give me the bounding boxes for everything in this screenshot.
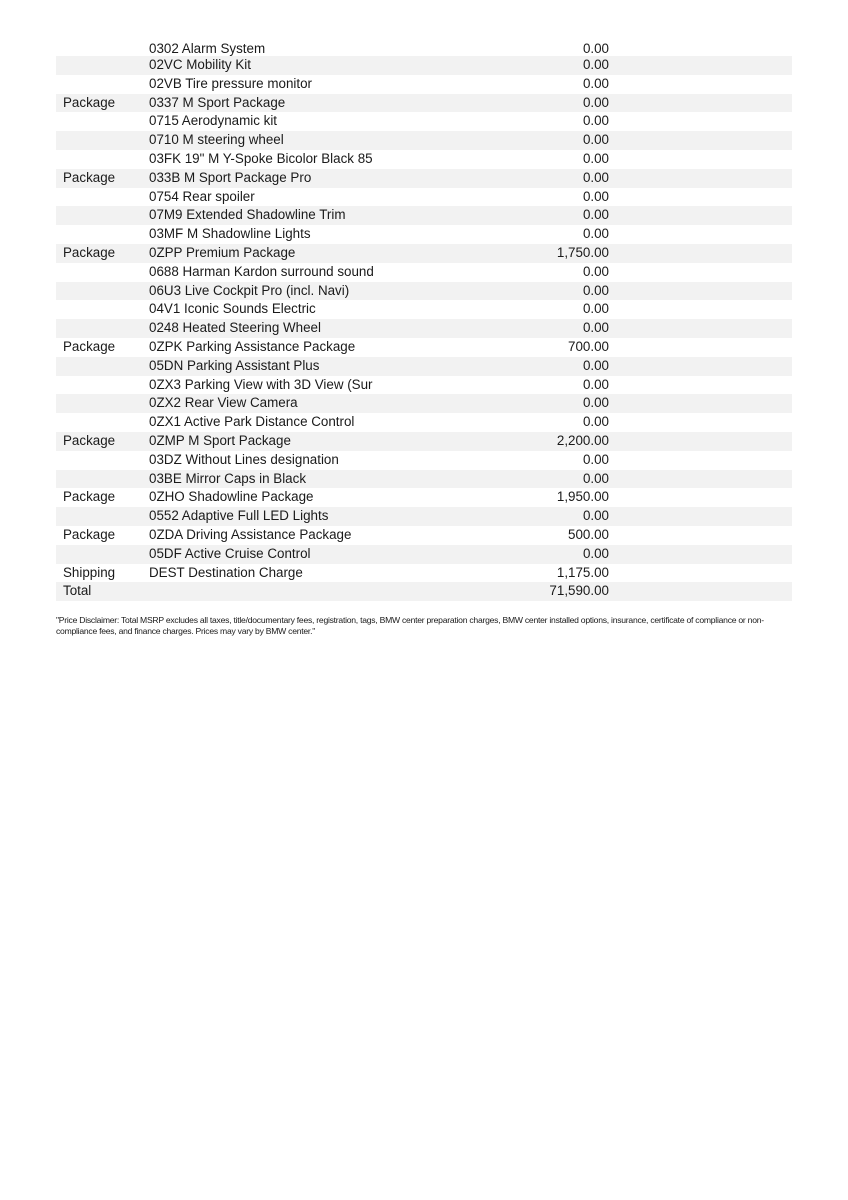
row-amount: 0.00 <box>582 57 609 72</box>
row-amount: 0.00 <box>582 320 609 336</box>
row-amount: 0.00 <box>582 41 609 56</box>
table-row <box>56 413 792 432</box>
row-description: 0688 Harman Kardon surround sound <box>149 263 374 279</box>
table-row <box>56 338 792 357</box>
row-description: 03BE Mirror Caps in Black <box>149 470 307 486</box>
row-description: 0710 M steering wheel <box>149 132 284 148</box>
row-description: 02VB Tire pressure monitor <box>149 75 312 91</box>
table-row <box>56 94 792 113</box>
row-description: 033B M Sport Package Pro <box>149 169 312 185</box>
row-amount: 0.00 <box>582 282 609 298</box>
row-amount: 0.00 <box>582 169 609 185</box>
table-row <box>56 376 792 395</box>
row-amount: 1,950.00 <box>556 489 609 505</box>
table-row <box>56 319 792 338</box>
table-row <box>56 225 792 244</box>
row-category: Package <box>63 526 116 542</box>
total-amount: 71,590.00 <box>549 583 609 599</box>
table-row <box>56 112 792 131</box>
row-description: DEST Destination Charge <box>149 564 303 580</box>
row-amount: 700.00 <box>568 338 609 354</box>
row-amount: 0.00 <box>582 150 609 166</box>
row-description: 03MF M Shadowline Lights <box>149 226 311 242</box>
row-amount: 0.00 <box>582 207 609 223</box>
price-disclaimer: "Price Disclaimer: Total MSRP excludes all taxes, title/documentary fees, registration, tags, BMW center preparation charges, BMW center installed options, insurance, certificate of compliance or non-compliance fees, and finance charges. Prices may vary by BMW center." <box>56 615 764 637</box>
table-row <box>56 545 792 564</box>
row-description: 0754 Rear spoiler <box>149 188 255 204</box>
row-amount: 0.00 <box>582 470 609 486</box>
table-row <box>56 263 792 282</box>
row-amount: 0.00 <box>582 263 609 279</box>
table-row <box>56 507 792 526</box>
table-row <box>56 488 792 507</box>
row-amount: 0.00 <box>582 508 609 524</box>
table-row <box>56 206 792 225</box>
row-amount: 0.00 <box>582 188 609 204</box>
table-row <box>56 56 792 75</box>
row-description: 06U3 Live Cockpit Pro (incl. Navi) <box>149 282 350 298</box>
table-row <box>56 169 792 188</box>
row-description: 03FK 19" M Y-Spoke Bicolor Black 85 <box>149 150 373 166</box>
table-row <box>56 357 792 376</box>
table-row <box>56 451 792 470</box>
row-category: Package <box>63 489 116 505</box>
row-description: 03DZ Without Lines designation <box>149 451 339 467</box>
row-amount: 0.00 <box>582 357 609 373</box>
options-price-table <box>56 40 792 601</box>
table-row <box>56 244 792 263</box>
row-category: Package <box>63 338 116 354</box>
row-category: Shipping <box>63 564 116 580</box>
row-category: Package <box>63 94 116 110</box>
row-description: 0ZX1 Active Park Distance Control <box>149 414 355 430</box>
row-category: Total <box>63 583 92 599</box>
row-category: Package <box>63 432 116 448</box>
table-row <box>56 282 792 301</box>
row-amount: 0.00 <box>582 451 609 467</box>
table-row <box>56 150 792 169</box>
row-amount: 0.00 <box>582 301 609 317</box>
table-row <box>56 470 792 489</box>
table-row <box>56 526 792 545</box>
row-amount: 0.00 <box>582 75 609 91</box>
table-row <box>56 188 792 207</box>
row-amount: 0.00 <box>582 545 609 561</box>
row-description: 0ZMP M Sport Package <box>149 432 291 448</box>
row-description: 0ZDA Driving Assistance Package <box>149 526 352 542</box>
row-description: 05DF Active Cruise Control <box>149 545 311 561</box>
row-description: 0715 Aerodynamic kit <box>149 113 278 129</box>
row-category: Package <box>63 169 116 185</box>
row-amount: 0.00 <box>582 414 609 430</box>
row-description: 0337 M Sport Package <box>149 94 286 110</box>
row-amount: 0.00 <box>582 132 609 148</box>
row-description: 0ZPP Premium Package <box>149 244 296 260</box>
row-description: 02VC Mobility Kit <box>149 57 251 72</box>
row-description: 05DN Parking Assistant Plus <box>149 357 320 373</box>
row-description: 0ZHO Shadowline Package <box>149 489 314 505</box>
row-description: 0552 Adaptive Full LED Lights <box>149 508 329 524</box>
row-description: 07M9 Extended Shadowline Trim <box>149 207 346 223</box>
table-row <box>56 300 792 319</box>
row-description: 0ZX2 Rear View Camera <box>149 395 298 411</box>
row-description: 0ZX3 Parking View with 3D View (Sur <box>149 376 373 392</box>
row-amount: 0.00 <box>582 113 609 129</box>
row-description: 0ZPK Parking Assistance Package <box>149 338 356 354</box>
table-row <box>56 564 792 583</box>
row-amount: 0.00 <box>582 226 609 242</box>
row-amount: 0.00 <box>582 376 609 392</box>
row-amount: 2,200.00 <box>556 432 609 448</box>
row-description: 0302 Alarm System <box>149 41 266 56</box>
total-row <box>56 582 792 601</box>
row-description: 0248 Heated Steering Wheel <box>149 320 321 336</box>
row-amount: 1,750.00 <box>556 244 609 260</box>
table-row <box>56 75 792 94</box>
table-row <box>56 432 792 451</box>
table-row <box>56 131 792 150</box>
table-row <box>56 394 792 413</box>
row-amount: 500.00 <box>568 526 609 542</box>
row-description: 04V1 Iconic Sounds Electric <box>149 301 316 317</box>
row-category: Package <box>63 244 116 260</box>
row-amount: 1,175.00 <box>556 564 609 580</box>
row-amount: 0.00 <box>582 395 609 411</box>
row-amount: 0.00 <box>582 94 609 110</box>
table-row <box>56 40 792 56</box>
